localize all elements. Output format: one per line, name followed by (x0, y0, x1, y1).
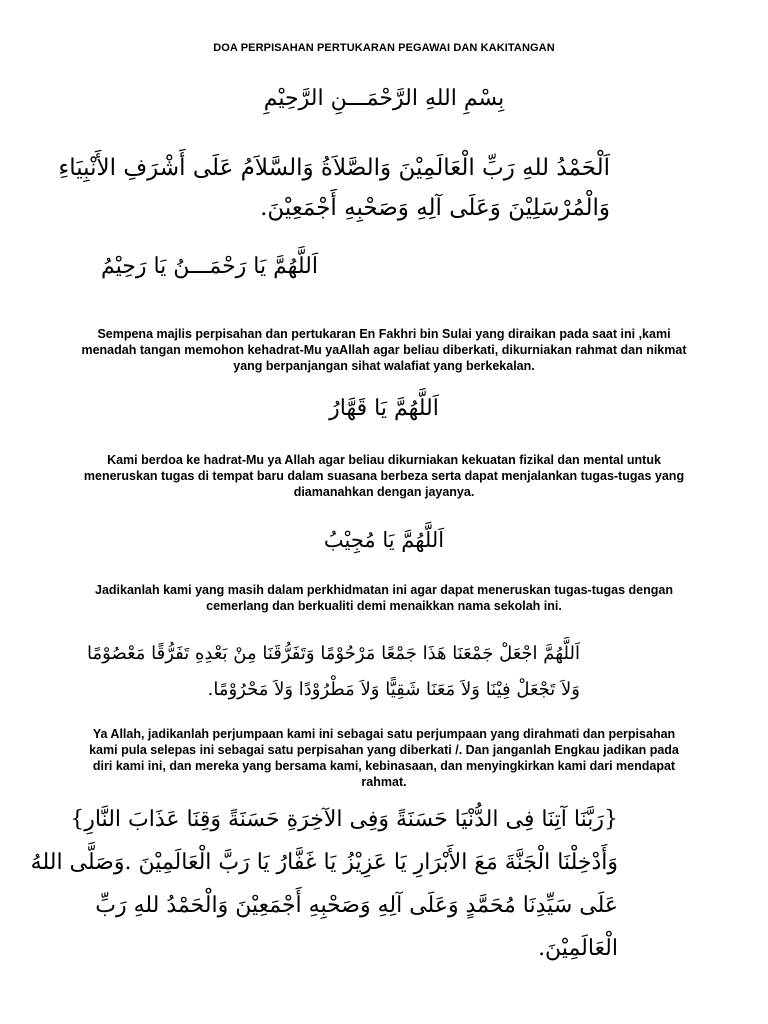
opening-praise-line1: اَلْحَمْدُ للهِ رَبِّ الْعَالَمِيْنَ وَالصَّلاَةُ وَالسَّلاَمُ عَلَى أَشْرَفِ الأَنْبِيَاءِ (58, 155, 610, 181)
closing-doa-line4: الْعَالَمِيْنَ. (538, 936, 618, 961)
malay-paragraph-3: Jadikanlah kami yang masih dalam perkhidmatan ini agar dapat meneruskan tugas-tugas dengan cemerlang dan berkualiti demi menaikkan nama sekolah ini. (95, 583, 673, 613)
invocation-ya-qahhar: اَللَّهُمَّ يَا قَهَّارُ (329, 396, 439, 421)
doa-ijal-jamana (87, 636, 580, 708)
closing-doa-line2: وَأَدْخِلْنَا الْجَنَّةَ مَعَ الأَبْرَارِ يَا عَزِيْزُ يَا غَفَّارُ يَا رَبَّ الْعَالَمِيْنَ .وَصَلَّى اللهُ (30, 850, 618, 875)
opening-praise-line2: وَالْمُرْسَلِيْنَ وَعَلَى آلِهِ وَصَحْبِهِ أَجْمَعِيْنَ. (260, 195, 610, 221)
document-title: DOA PERPISAHAN PERTUKARAN PEGAWAI DAN KAKITANGAN (213, 42, 555, 54)
malay-paragraph-4: Ya Allah, jadikanlah perjumpaan kami ini sebagai satu perjumpaan yang dirahmati dan perpisahan kami pula selepas ini sebagai satu perpisahan yang diberkati /. Dan janganlah Engkau jadikan pada diri kami ini, dan mereka yang bersama kami, kebinasaan, dan menyingkirkan kami dari mendapat rahmat. (89, 727, 679, 789)
closing-doa-rabbana (30, 798, 618, 970)
doa-ijal-line1: اَللَّهُمَّ اجْعَلْ جَمْعَنَا هَذَا جَمْعًا مَرْحُوْمًا وَتَفَرُّقَنَا مِنْ بَعْدِهِ تَفَرُّقًا مَعْصُوْمًا (87, 643, 580, 664)
basmala: بِسْمِ اللهِ الرَّحْمَـــنِ الرَّحِيْمِ (263, 86, 505, 111)
doa-ijal-line2: وَلاَ تَجْعَلْ فِيْنَا وَلاَ مَعَنَا شَقِيًّا وَلاَ مَطْرُوْدًا وَلاَ مَحْرُوْمًا. (207, 679, 580, 700)
malay-paragraph-1: Sempena majlis perpisahan dan pertukaran En Fakhri bin Sulai yang diraikan pada saat ini ,kami menadah tangan memohon kehadrat-Mu yaAllah agar beliau diberkati, dikurniakan rahmat dan nikmat yang berpanjangan sihat walafiat yang berkekalan. (81, 327, 687, 373)
opening-praise (58, 148, 610, 228)
invocation-ya-mujib: اَللَّهُمَّ يَا مُجِيْبُ (323, 528, 445, 552)
closing-doa-line3: عَلَى سَيِّدِنَا مُحَمَّدٍ وَعَلَى آلِهِ وَصَحْبِهِ أَجْمَعِيْنَ وَالْحَمْدُ للهِ رَبِّ (95, 893, 618, 918)
malay-paragraph-2: Kami berdoa ke hadrat-Mu ya Allah agar beliau dikurniakan kekuatan fizikal dan mental untuk meneruskan tugas di tempat baru dalam suasana berbeza serta dapat menjalankan tugas-tugas yang diamanahkan dengan jayanya. (83, 453, 685, 499)
invocation-ya-rahman: اَللَّهُمَّ يَا رَحْمَـــنُ يَا رَحِيْمُ (100, 254, 318, 279)
closing-doa-line1: {رَبَّنَا آتِنَا فِى الدُّنْيَا حَسَنَةً وَفِى الآخِرَةِ حَسَنَةً وَقِنَا عَذَابَ النَّارِ} (70, 807, 618, 832)
